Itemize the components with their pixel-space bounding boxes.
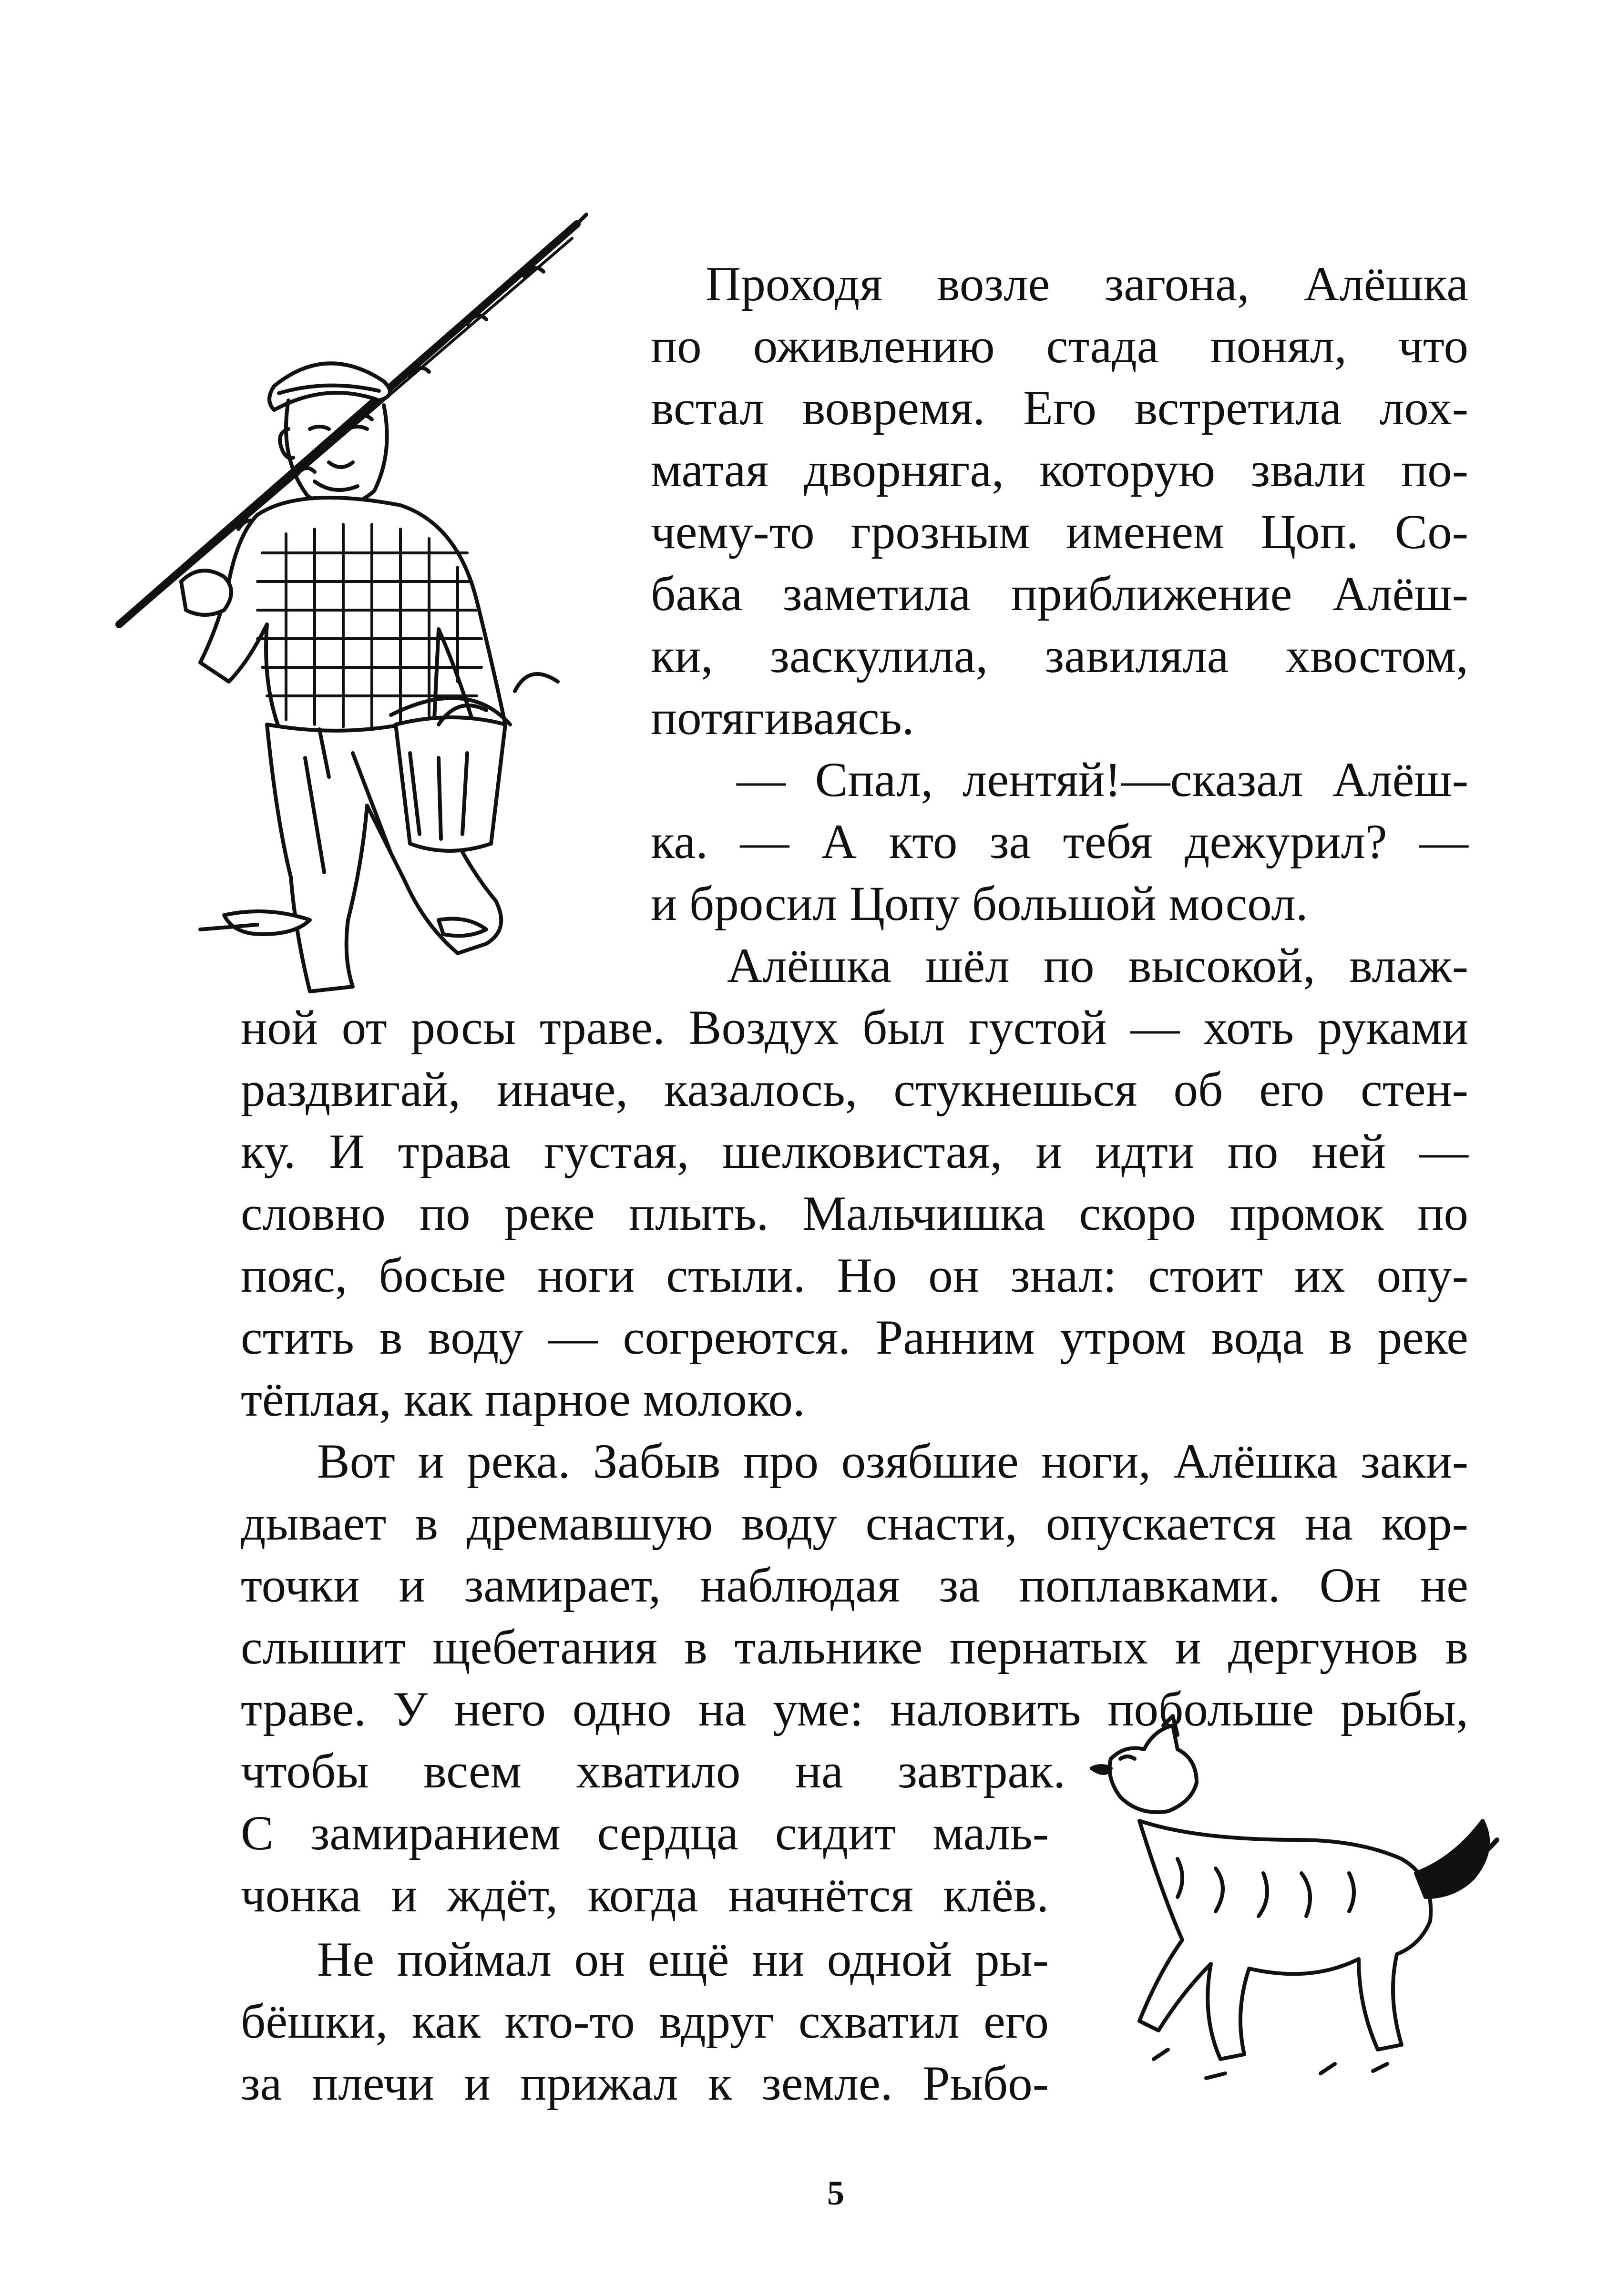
text-line-14: раздвигай, иначе, казалось, стукнешься об его стен- (241, 1062, 1468, 1117)
text-line-19: тёплая, как парное молоко. (241, 1372, 805, 1427)
text-line-5: чему-то грозным именем Цоп. Со- (651, 505, 1468, 559)
text-line-10: ка. — А кто за тебя дежурил? — (651, 815, 1468, 869)
text-line-11: и бросил Цопу большой мосол. (651, 877, 1308, 931)
text-line-23: слышит щебетания в тальнике пернатых и дергунов в (241, 1620, 1468, 1674)
text-line-24: траве. У него одно на уме: наловить побольше рыбы, (241, 1682, 1468, 1736)
text-line-25: чтобы всем хватило на завтрак. (241, 1744, 1065, 1798)
text-line-30: за плечи и прижал к земле. Рыбо- (241, 2056, 1049, 2111)
text-line-26: С замиранием сердца сидит маль- (241, 1806, 1049, 1860)
text-line-6: бака заметила приближение Алёш- (651, 567, 1468, 621)
text-line-13: ной от росы траве. Воздух был густой — хоть руками (241, 1000, 1468, 1055)
dog-illustration (1082, 1716, 1511, 2097)
text-line-29: бёшки, как кто-то вдруг схватил его (241, 1994, 1049, 2049)
text-line-1: Проходя возле загона, Алёшка (706, 257, 1468, 311)
text-line-18: стить в воду — согреются. Ранним утром вода в реке (241, 1310, 1468, 1365)
page-number: 5 (827, 2174, 844, 2212)
text-line-7: ки, заскулила, завиляла хвостом, (651, 629, 1468, 683)
text-line-2: по оживлению стада понял, что (651, 319, 1468, 373)
boy-with-fishing-rod-illustration (105, 205, 582, 968)
text-line-16: словно по реке плыть. Мальчишка скоро промок по (241, 1186, 1468, 1241)
text-line-27: чонка и ждёт, когда начнётся клёв. (241, 1868, 1049, 1922)
text-line-28: Не поймал он ещё ни одной ры- (317, 1932, 1049, 1987)
text-line-9: — Спал, лентяй!—сказал Алёш- (737, 753, 1468, 807)
text-line-21: дывает в дремавшую воду снасти, опускается на кор- (241, 1496, 1468, 1551)
text-line-8: потягиваясь. (651, 691, 914, 745)
text-line-12: Алёшка шёл по высокой, влаж- (727, 939, 1468, 993)
text-line-20: Вот и река. Забыв про озябшие ноги, Алёшка заки- (317, 1434, 1468, 1489)
text-line-17: пояс, босые ноги стыли. Но он знал: стоит их опу- (241, 1248, 1468, 1303)
text-line-3: встал вовремя. Его встретила лох- (651, 381, 1468, 435)
text-line-22: точки и замирает, наблюдая за поплавками. Он не (241, 1558, 1468, 1612)
text-line-15: ку. И трава густая, шелковистая, и идти по ней — (241, 1124, 1468, 1179)
text-line-4: матая дворняга, которую звали по- (651, 443, 1468, 497)
